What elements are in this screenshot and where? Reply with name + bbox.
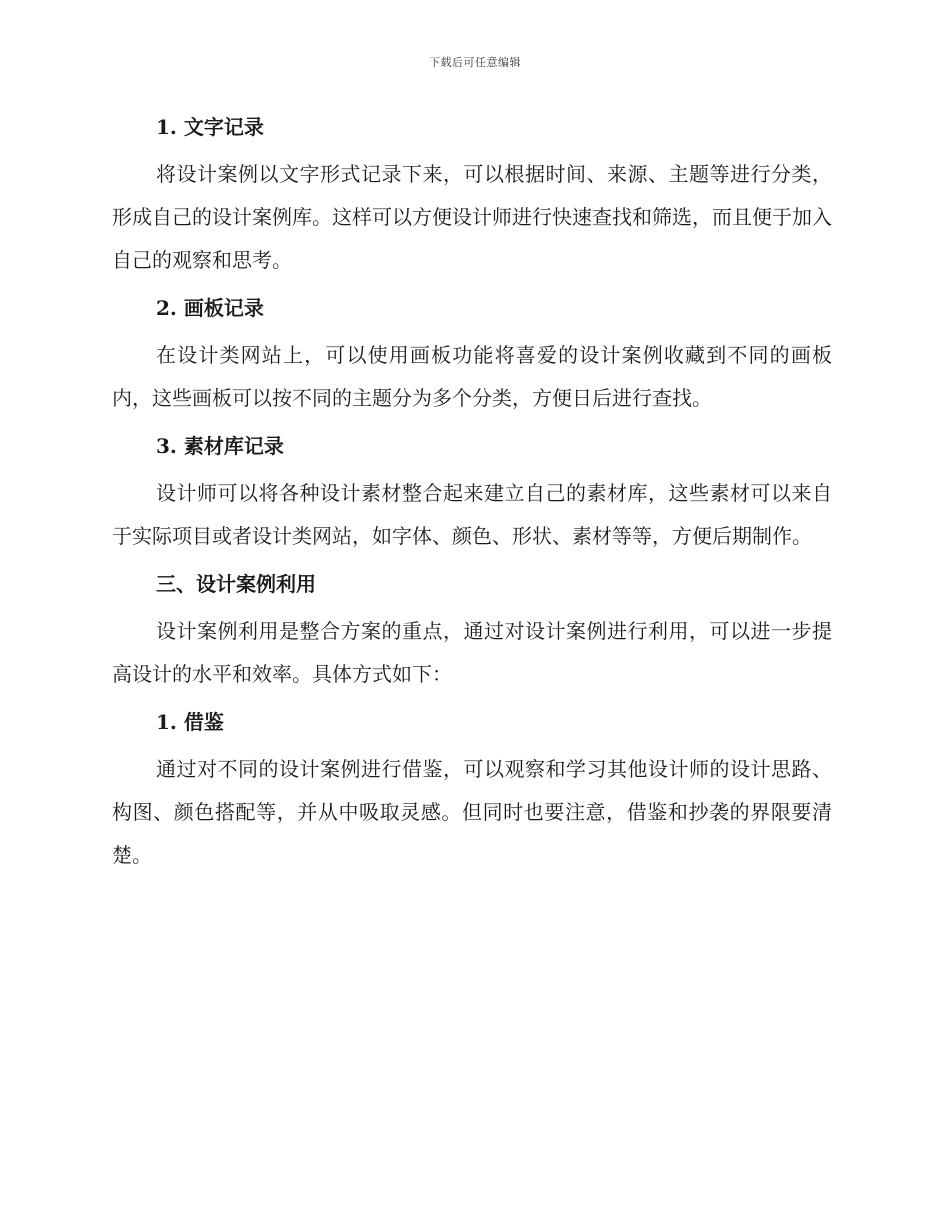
header-note: 下载后可任意编辑 xyxy=(429,56,521,69)
paragraph-text-record: 将设计案例以文字形式记录下来，可以根据时间、来源、主题等进行分类，形成自己的设计案例库。这样可以方便设计师进行快速查找和筛选，而且便于加入自己的观察和思考。 xyxy=(112,162,832,272)
section-heading-reference: 1. 借鉴 xyxy=(156,710,224,734)
paragraph-case-usage: 设计案例利用是整合方案的重点，通过对设计案例进行利用，可以进一步提高设计的水平和效率。具体方式如下： xyxy=(112,619,832,686)
section-heading-case-usage: 三、设计案例利用 xyxy=(156,572,316,596)
section-heading-material-record: 3. 素材库记录 xyxy=(156,434,284,458)
document-body xyxy=(112,110,832,877)
paragraph-reference: 通过对不同的设计案例进行借鉴，可以观察和学习其他设计师的设计思路、构图、颜色搭配等，并从中吸取灵感。但同时也要注意，借鉴和抄袭的界限要清楚。 xyxy=(112,757,832,867)
section-heading-board-record: 2. 画板记录 xyxy=(156,296,264,320)
section-heading-text-record: 1. 文字记录 xyxy=(156,115,264,139)
paragraph-board-record: 在设计类网站上，可以使用画板功能将喜爱的设计案例收藏到不同的画板内，这些画板可以按不同的主题分为多个分类，方便日后进行查找。 xyxy=(112,343,832,410)
paragraph-material-record: 设计师可以将各种设计素材整合起来建立自己的素材库，这些素材可以来自于实际项目或者设计类网站，如字体、颜色、形状、素材等等，方便后期制作。 xyxy=(112,481,832,548)
